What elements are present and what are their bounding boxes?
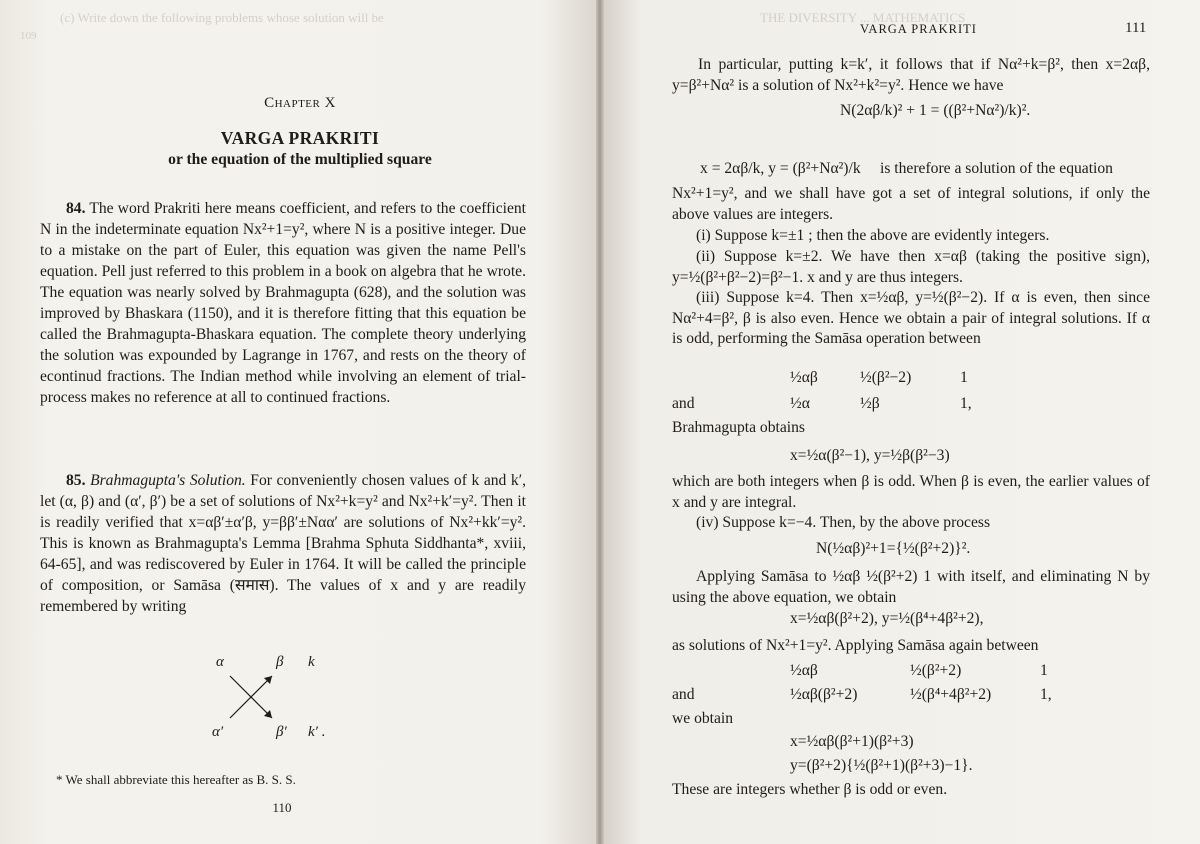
- composition-diagram: [200, 650, 360, 745]
- samasa-cell: ½αβ(β²+2): [790, 686, 858, 703]
- samasa-cell: 1,: [960, 395, 972, 412]
- equation: x = 2αβ/k, y = (β²+Nα²)/k: [700, 160, 861, 177]
- case-item: (iv) Suppose k=−4. Then, by the above process: [696, 514, 991, 531]
- chapter-subtitle: or the equation of the multiplied square: [168, 151, 432, 168]
- samasa-cell: ½(β²+2): [910, 662, 962, 679]
- equation: x=½α(β²−1), y=½β(β²−3): [790, 447, 950, 464]
- connector-word: and: [672, 395, 695, 412]
- samasa-cell: 1: [960, 369, 968, 386]
- samasa-cell: 1: [1040, 662, 1048, 679]
- paragraph-number: 85.: [66, 472, 86, 489]
- chapter-label: Chapter X: [264, 95, 336, 111]
- paragraph: Applying Samāsa to ½αβ ½(β²+2) 1 with itself, and eliminating N by using the above equation, we obtain: [672, 568, 1150, 606]
- case-item: (i) Suppose k=±1 ; then the above are evidently integers.: [696, 227, 1050, 244]
- equation: y=(β²+2){½(β²+1)(β²+3)−1}.: [790, 757, 973, 774]
- equation: x=½αβ(β²+1)(β²+3): [790, 733, 914, 750]
- diagram-label: k: [308, 654, 315, 670]
- paragraph-number: 84.: [66, 200, 86, 217]
- page-number: 111: [1125, 20, 1147, 36]
- running-head: VARGA PRAKRITI: [860, 22, 977, 36]
- bleed-through-text: (c) Write down the following problems whose solution will be: [60, 10, 384, 25]
- paragraph-text: The word Prakriti here means coefficient, and refers to the coefficient N in the indeterminate equation Nx²+1=y², where N is a positive integer. Due to a mistake on the part of Euler, this equation was given the name Pell's equation. Pell just referred to this problem in a book on algebra that he wrote. The equation was nearly solved by Brahmagupta (628), and the solution was improved by Bhaskara (1150), and it is therefore fitting that this equation be called the Brahmagupta-Bhaskara equation. The complete theory underlying the solution was expounded by Lagrange in 1767, and rests on the theory of econtinud fractions. The Indian method while involving an element of trial-process makes no reference at all to continued fractions.: [40, 200, 526, 406]
- bleed-through-number: 109: [20, 30, 37, 42]
- case-item: (iii) Suppose k=4. Then x=½αβ, y=½(β²−2). If α is even, then since Nα²+4=β², β is also even. Hence we obtain a pair of integral solutions. If α is odd, performing the Samāsa operation between: [672, 289, 1150, 347]
- diagram-label: β′: [276, 724, 287, 740]
- paragraph-fragment: is therefore a solution of the equation: [880, 160, 1113, 177]
- samasa-cell: ½α: [790, 395, 810, 412]
- page-number: 110: [272, 800, 292, 815]
- samasa-cell: ½β: [860, 395, 880, 412]
- samasa-cell: ½(β²−2): [860, 369, 912, 386]
- equation: N(2αβ/k)² + 1 = ((β²+Nα²)/k)².: [840, 102, 1031, 119]
- footnote: * We shall abbreviate this hereafter as B. S. S.: [56, 772, 296, 787]
- paragraph: as solutions of Nx²+1=y². Applying Samāsa again between: [672, 637, 1039, 654]
- paragraph-heading: Brahmagupta's Solution.: [90, 472, 246, 489]
- paragraph-text: For conveniently chosen values of k and k′, let (α, β) and (α′, β′) be a set of solutions of Nx²+k=y² and Nx²+k′=y². Then it is readily verified that x=αβ′±α′β, y=ββ′±Nαα′ are solutions of Nx²+kk′=y². This is known as Brahmagupta's Lemma [Brahma Sphuta Siddhanta*, xviii, 64-65], and was rediscovered by Euler in 1764. It will be called the principle of composition, or Samāsa (समास). The values of x and y are readily remembered by writing: [40, 472, 527, 615]
- paragraph: These are integers whether β is odd or even.: [672, 781, 948, 798]
- text-line: Brahmagupta obtains: [672, 419, 805, 436]
- paragraph-85: [40, 470, 526, 617]
- bleed-through-text: THE DIVERSITY ... MATHEMATICS: [760, 10, 966, 25]
- diagram-label: α: [216, 654, 224, 670]
- equation: x=½αβ(β²+2), y=½(β⁴+4β²+2),: [790, 610, 984, 627]
- book-gutter: [596, 0, 604, 844]
- paragraph: Nx²+1=y², and we shall have got a set of integral solutions, if only the above values are integers.: [672, 185, 1150, 223]
- samasa-cell: 1,: [1040, 686, 1052, 703]
- case-item: (ii) Suppose k=±2. We have then x=αβ (taking the positive sign), y=½(β²+β²−2)=β²−1. x and y are thus integers.: [672, 248, 1150, 286]
- paragraph-84: [40, 198, 526, 408]
- diagram-label: β: [276, 654, 284, 670]
- diagram-label: k′ .: [308, 724, 326, 740]
- connector-word: and: [672, 686, 695, 703]
- samasa-cell: ½αβ: [790, 369, 818, 386]
- text-line: we obtain: [672, 710, 734, 727]
- samasa-cell: ½(β⁴+4β²+2): [910, 686, 992, 703]
- equation: N(½αβ)²+1={½(β²+2)}².: [816, 540, 971, 557]
- samasa-cell: ½αβ: [790, 662, 818, 679]
- chapter-title: VARGA PRAKRITI: [220, 128, 380, 148]
- diagram-label: α′: [212, 724, 224, 740]
- paragraph: which are both integers when β is odd. When β is even, the earlier values of x and y are integral.: [672, 473, 1150, 511]
- paragraph: In particular, putting k=k′, it follows that if Nα²+k=β², then x=2αβ, y=β²+Nα² is a solution of Nx²+k²=y². Hence we have: [672, 56, 1150, 94]
